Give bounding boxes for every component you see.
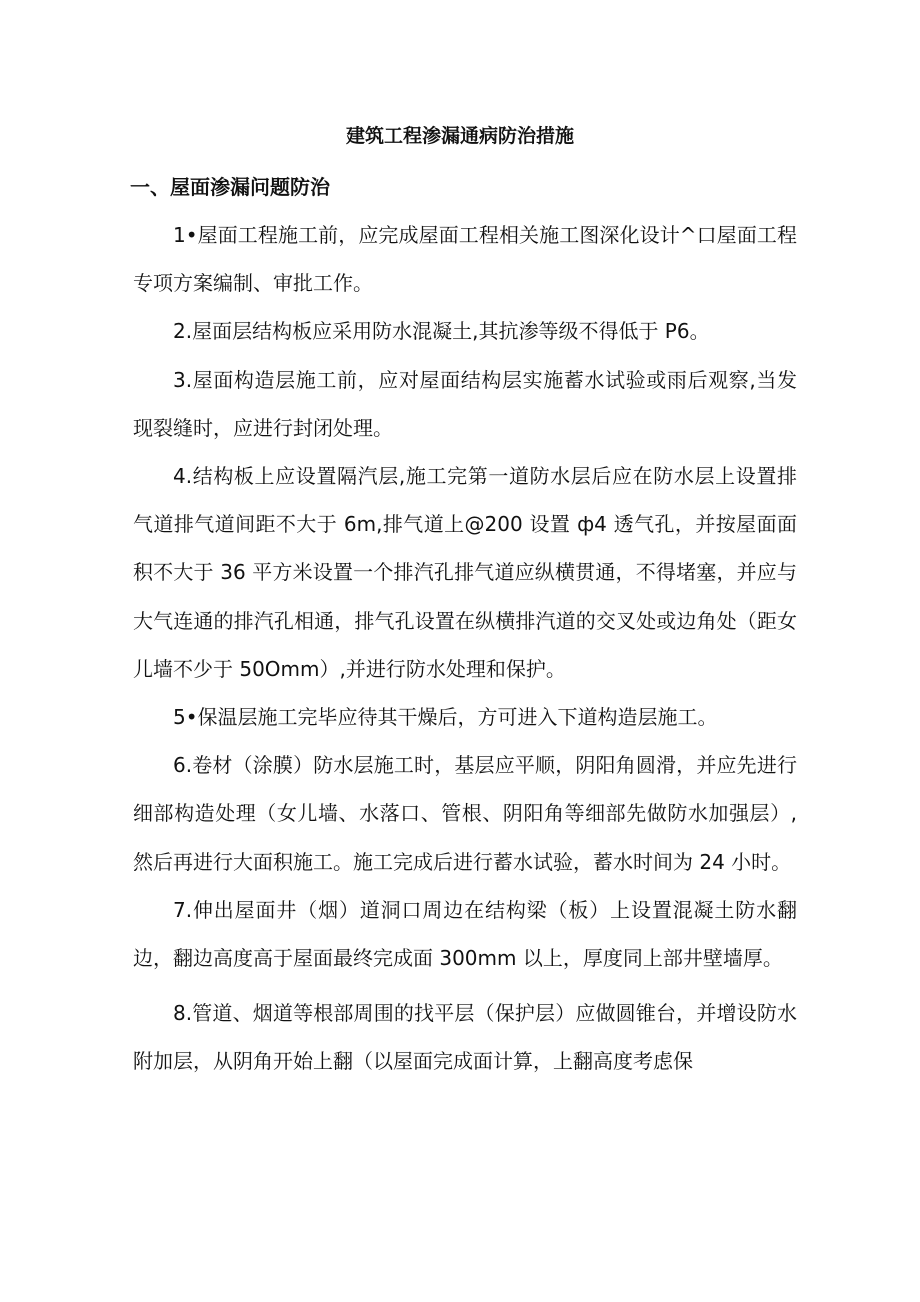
paragraph-2: 2.屋面层结构板应采用防水混凝土,其抗渗等级不得低于 P6。 — [173, 319, 710, 344]
paragraph-7: 7.伸出屋面井（烟）道洞口周边在结构梁（板）上设置混凝土防水翻边，翻边高度高于屋面最终完成面 300mm 以上，厚度同上部井壁墙厚。 — [133, 897, 797, 971]
paragraph-8: 8.管道、烟道等根部周围的找平层（保护层）应做圆锥台，并增设防水附加层，从阴角开始上翻（以屋面完成面计算，上翻高度考虑保 — [133, 1001, 797, 1074]
document-title: 建筑工程渗漏通病防治措施 — [345, 125, 574, 147]
paragraph-4: 4.结构板上应设置隔汽层,施工完第一道防水层后应在防水层上设置排气道排气道间距不大于 6m,排气道上@200 设置 ф4 透气孔，并按屋面面积不大于 36 平方米设置一个排汽孔排气道应纵横贯通，不得堵塞，并应与大气连通的排汽孔相通，排气孔设置在纵横排汽道的交叉处或边角处（距女儿墙不少于 50Omm）,并进行防水处理和保护。 — [133, 464, 797, 681]
paragraph-6: 6.卷材（涂膜）防水层施工时，基层应平顺，阴阳角圆滑，并应先进行细部构造处理（女儿墙、水落口、管根、阴阳角等细部先做防水加强层）,然后再进行大面积施工。施工完成后进行蓄水试验，蓄水时间为 24 小时。 — [133, 753, 797, 874]
paragraph-3: 3.屋面构造层施工前，应对屋面结构层实施蓄水试验或雨后观察,当发现裂缝时，应进行封闭处理。 — [133, 367, 797, 440]
paragraph-1: 1•屋面工程施工前，应完成屋面工程相关施工图深化设计^口屋面工程专项方案编制、审批工作。 — [133, 223, 797, 296]
section-heading: 一、屋面渗漏问题防治 — [130, 175, 330, 199]
document-body — [133, 211, 797, 1086]
paragraph-5: 5•保温层施工完毕应待其干燥后，方可进入下道构造层施工。 — [173, 705, 718, 730]
